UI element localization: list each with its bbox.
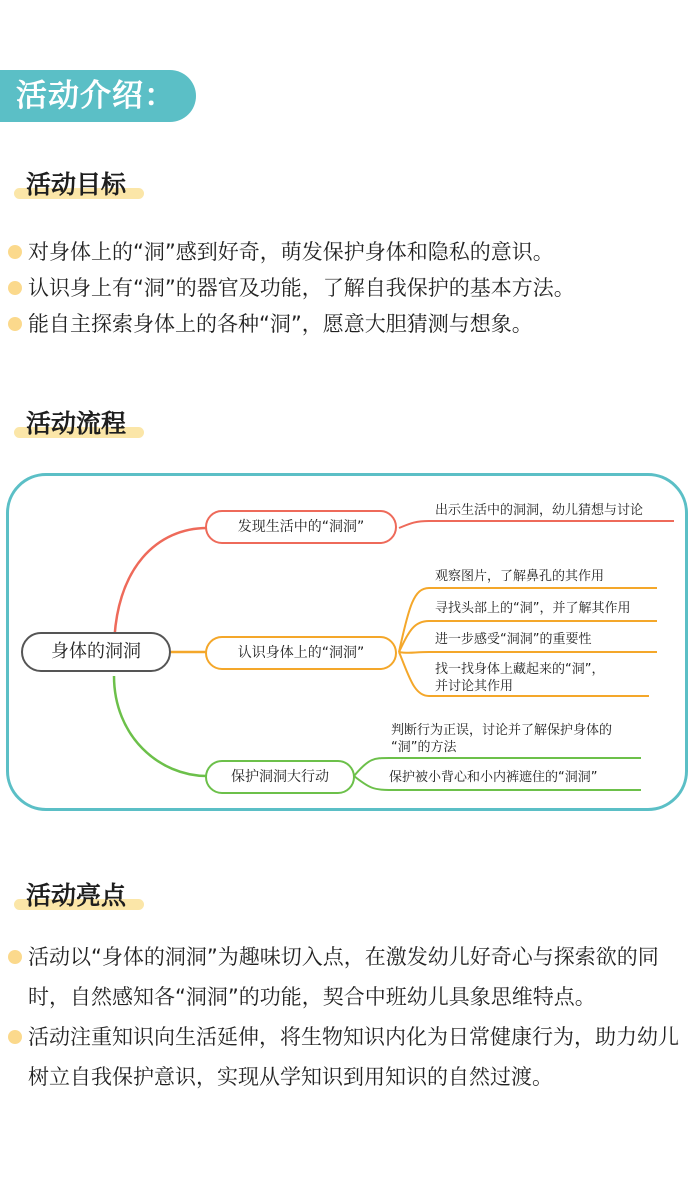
section-banner: 活动介绍： [0,70,196,122]
mindmap-root: 身体的洞洞 [21,632,171,672]
bullet-dot-icon [8,317,22,331]
mindmap-leaf: 寻找头部上的“洞”，并了解其作用 [435,601,631,616]
mindmap-leaf: 并讨论其作用 [435,679,514,694]
mindmap-leaf: “洞”的方法 [391,740,457,755]
mindmap-leaf: 判断行为正误，讨论并了解保护身体的 [391,723,613,738]
bullet-dot-icon [8,281,22,295]
mindmap-branch-protect: 保护洞洞大行动 [205,760,355,794]
mindmap-leaf: 观察图片，了解鼻孔的其作用 [435,569,605,584]
goals-title: 活动目标 [14,165,138,201]
mindmap-branch-recognize: 认识身体上的“洞洞” [205,636,397,670]
list-item: 活动注重知识向生活延伸，将生物知识内化为日常健康行为，助力幼儿树立自我保护意识，实现从学知识到用知识的自然过渡。 [6,1017,696,1097]
bullet-dot-icon [8,245,22,259]
mindmap [6,473,688,811]
mindmap-leaf: 出示生活中的洞洞，幼儿猜想与讨论 [435,503,644,518]
mindmap-leaf: 进一步感受“洞洞”的重要性 [435,632,592,647]
mindmap-leaf: 保护被小背心和小内裤遮住的“洞洞” [389,770,598,785]
highlights-title: 活动亮点 [14,876,138,912]
bullet-dot-icon [8,1030,22,1044]
process-title: 活动流程 [14,404,138,440]
list-item: 认识身上有“洞”的器官及功能，了解自我保护的基本方法。 [6,270,696,306]
list-item: 能自主探索身体上的各种“洞”，愿意大胆猜测与想象。 [6,306,696,342]
mindmap-branch-discover: 发现生活中的“洞洞” [205,510,397,544]
list-item: 对身体上的“洞”感到好奇，萌发保护身体和隐私的意识。 [6,234,696,270]
bullet-dot-icon [8,950,22,964]
goals-list [6,234,696,342]
highlights-list [6,937,696,1097]
list-item: 活动以“身体的洞洞”为趣味切入点，在激发幼儿好奇心与探索欲的同时，自然感知各“洞洞”的功能，契合中班幼儿具象思维特点。 [6,937,696,1017]
mindmap-leaf: 找一找身体上藏起来的“洞”， [435,662,605,677]
